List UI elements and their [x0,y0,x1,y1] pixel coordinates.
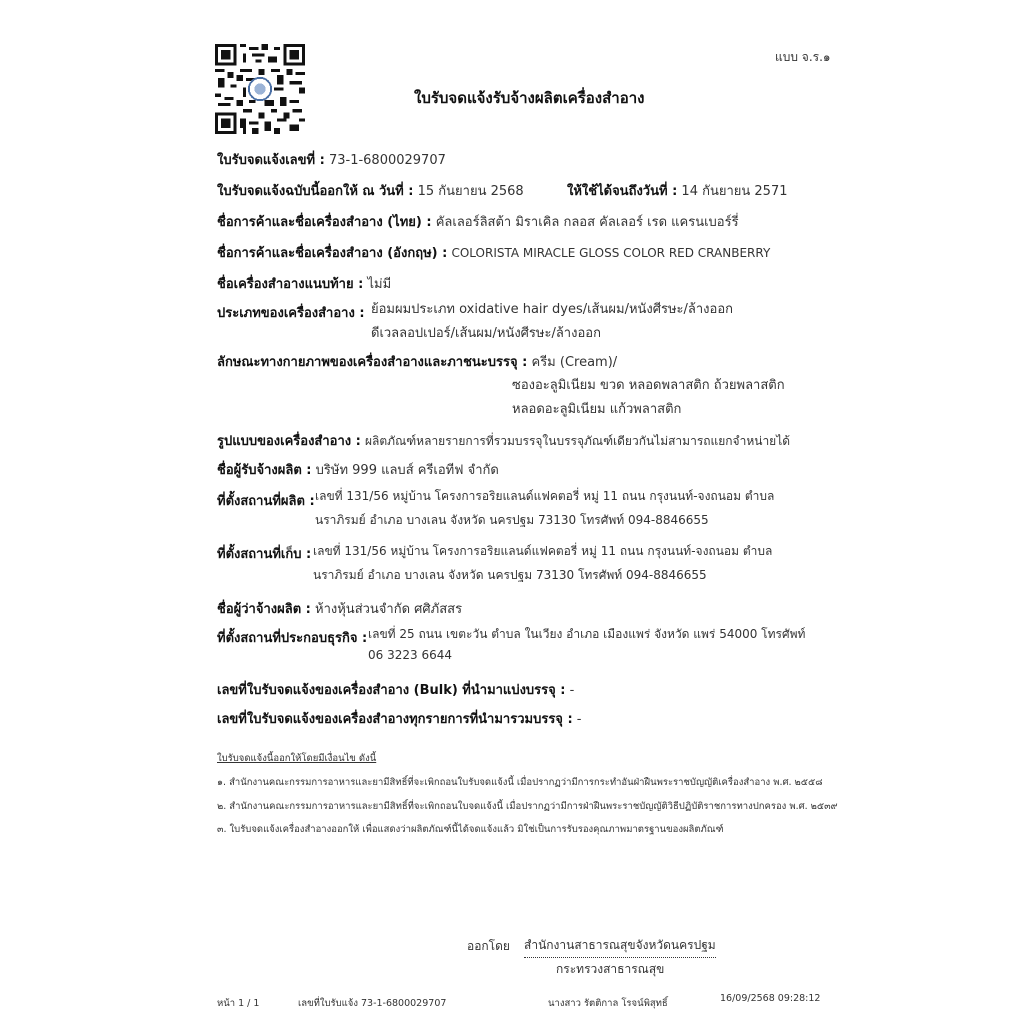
name-th-row [217,211,739,232]
type-line-1: ย้อมผมประเภท oxidative hair dyes/เส้นผม/หนังศีรษะ/ล้างออก [371,302,734,317]
valid-date-value: 14 กันยายน 2571 [681,184,788,199]
physical-line-1: ครีม (Cream)/ [531,355,618,370]
hirer-value: ห้างหุ้นส่วนจำกัด ศศิภัสสร [315,602,463,617]
mfg-address-label: ที่ตั้งสถานที่ผลิต : [217,494,315,509]
issue-date-row [217,180,524,201]
store-address-line-1: เลขที่ 131/56 หมู่บ้าน โครงการอริยแลนด์แฟคตอรี่ หมู่ 11 ถนน กรุงนนท์-จงถนอม ตำบล [313,544,773,558]
issuer-label: ออกโดย [467,939,510,953]
footer-officer: นางสาว รัตติกาล โรจน์พิสุทธิ์ [548,998,668,1009]
form-code: แบบ จ.ร.๑ [775,50,831,64]
hirer-label: ชื่อผู้ว่าจ้างผลิต : [217,602,311,617]
receipt-no-value: 73-1-6800029707 [328,153,446,168]
footer-timestamp: 16/09/2568 09:28:12 [720,993,821,1004]
all-items-value: - [576,712,582,727]
name-en-row [217,242,770,263]
physical-line-3: หลอดอะลูมิเนียม แก้วพลาสติก [512,402,682,417]
footer-receipt-ref: เลขที่ใบรับแจ้ง 73-1-6800029707 [298,998,447,1009]
issuer-office: สำนักงานสาธารณสุขจังหวัดนครปฐม [524,936,716,958]
all-items-row [217,708,581,729]
mfg-address-line-1: เลขที่ 131/56 หมู่บ้าน โครงการอริยแลนด์แฟคตอรี่ หมู่ 11 ถนน กรุงนนท์-จงถนอม ตำบล [315,489,775,503]
biz-address-line-1: เลขที่ 25 ถนน เขตะวัน ตำบล ในเวียง อำเภอ เมืองแพร่ จังหวัด แพร่ 54000 โทรศัพท์ [368,627,806,641]
valid-date-label: ให้ใช้ได้จนถึงวันที่ : [567,184,678,199]
name-en-label: ชื่อการค้าและชื่อเครื่องสำอาง (อังกฤษ) : [217,246,448,261]
format-row [217,430,790,451]
physical-label: ลักษณะทางกายภาพของเครื่องสำอางและภาชนะบรรจุ : [217,355,528,370]
type-line-2: ดีเวลลอปเปอร์/เส้นผม/หนังศีรษะ/ล้างออก [371,326,601,341]
condition-item-1: ๑. สำนักงานคณะกรรมการอาหารและยามีสิทธิ์ที่จะเพิกถอนใบรับจดแจ้งนี้ เมื่อปรากฏว่ามีการกระทำอันฝ่าฝืนพระราชบัญญัติเครื่องสำอาง พ.ศ. ๒๕๕๘ [217,777,823,788]
issue-date-value: 15 กันยายน 2568 [417,184,524,199]
format-value: ผลิตภัณฑ์หลายรายการที่รวมบรรจุในบรรจุภัณฑ์เดียวกันไม่สามารถแยกจำหน่ายได้ [365,434,791,448]
name-th-label: ชื่อการค้าและชื่อเครื่องสำอาง (ไทย) : [217,215,432,230]
bulk-row [217,679,574,700]
biz-address-label: ที่ตั้งสถานที่ประกอบธุรกิจ : [217,631,368,646]
manufacturer-row [217,459,499,480]
physical-row [217,351,617,372]
hirer-row [217,598,462,619]
condition-item-2: ๒. สำนักงานคณะกรรมการอาหารและยามีสิทธิ์ที่จะเพิกถอนใบจดแจ้งนี้ เมื่อปรากฏว่ามีการฝ่าฝืนพระราชบัญญัติวิธีปฏิบัติราชการทางปกครอง พ.ศ. ๒๕๓๙ [217,801,838,812]
physical-line-2: ซองอะลูมิเนียม ขวด หลอดพลาสติก ถ้วยพลาสติก [512,378,785,393]
bulk-value: - [569,683,575,698]
footer-page: หน้า 1 / 1 [217,998,260,1009]
condition-item-3: ๓. ใบรับจดแจ้งเครื่องสำอางออกให้ เพื่อแสดงว่าผลิตภัณฑ์นี้ได้จดแจ้งแล้ว มิใช่เป็นการรับรองคุณภาพมาตรฐานของผลิตภัณฑ์ [217,824,724,835]
issuer-ministry: กระทรวงสาธารณสุข [556,962,665,976]
all-items-label: เลขที่ใบรับจดแจ้งของเครื่องสำอางทุกรายการที่นำมารวมบรรจุ : [217,712,573,727]
name-en-value: COLORISTA MIRACLE GLOSS COLOR RED CRANBERRY [451,246,771,260]
store-address-line-2: นราภิรมย์ อำเภอ บางเลน จังหวัด นครปฐม 73130 โทรศัพท์ 094-8846655 [313,568,707,582]
qr-code-icon [215,44,305,134]
receipt-no-row [217,149,446,170]
attached-row [217,273,391,294]
biz-address-line-2: 06 3223 6644 [368,648,452,662]
manufacturer-label: ชื่อผู้รับจ้างผลิต : [217,463,312,478]
receipt-no-label: ใบรับจดแจ้งเลขที่ : [217,153,325,168]
store-address-label: ที่ตั้งสถานที่เก็บ : [217,547,312,562]
manufacturer-value: บริษัท 999 แลบส์ ครีเอทีฟ จำกัด [315,463,499,478]
mfg-address-line-2: นราภิรมย์ อำเภอ บางเลน จังหวัด นครปฐม 73130 โทรศัพท์ 094-8846655 [315,513,709,527]
issue-date-label: ใบรับจดแจ้งฉบับนี้ออกให้ ณ วันที่ : [217,184,414,199]
type-label: ประเภทของเครื่องสำอาง : [217,306,365,321]
bulk-label: เลขที่ใบรับจดแจ้งของเครื่องสำอาง (Bulk) ที่นำมาแบ่งบรรจุ : [217,683,566,698]
conditions-heading: ใบรับจดแจ้งนี้ออกให้โดยมีเงื่อนไข ดังนี้ [217,753,377,764]
name-th-value: คัลเลอร์ลิสต้า มิราเคิล กลอส คัลเลอร์ เรด แครนเบอร์รี่ [435,215,739,230]
valid-date-row [567,180,788,201]
attached-value: ไม่มี [367,277,392,292]
page-title: ใบรับจดแจ้งรับจ้างผลิตเครื่องสำอาง [414,89,645,107]
attached-label: ชื่อเครื่องสำอางแนบท้าย : [217,277,364,292]
format-label: รูปแบบของเครื่องสำอาง : [217,434,361,449]
